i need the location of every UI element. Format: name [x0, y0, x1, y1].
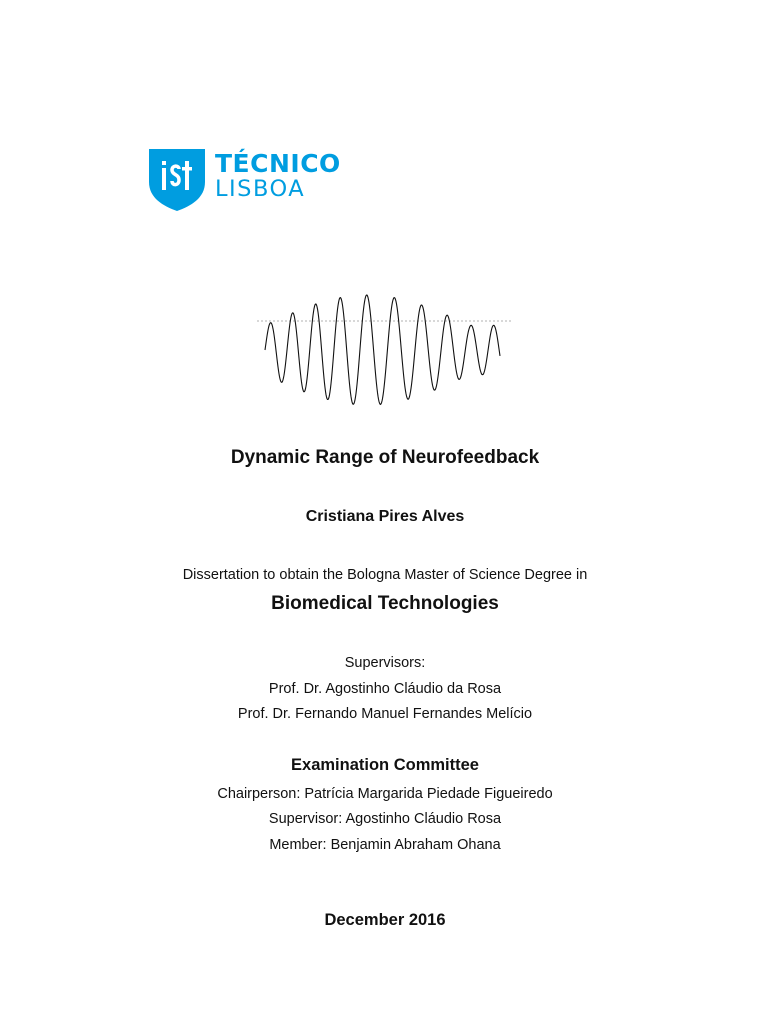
ist-shield-icon: [148, 148, 206, 212]
tecnico-lisboa-logo: [148, 148, 341, 214]
committee-chairperson: Chairperson: Patrícia Margarida Piedade Figueiredo: [217, 786, 553, 802]
dissertation-statement: Dissertation to obtain the Bologna Master of Science Degree in: [182, 567, 588, 583]
degree-name: Biomedical Technologies: [271, 593, 499, 614]
supervisor-1: Prof. Dr. Agostinho Cláudio da Rosa: [268, 681, 502, 697]
committee-heading: Examination Committee: [291, 756, 479, 774]
logo-line-tecnico: TÉCNICO: [215, 149, 341, 178]
supervisor-2: Prof. Dr. Fernando Manuel Fernandes Melício: [237, 706, 533, 722]
committee-supervisor: Supervisor: Agostinho Cláudio Rosa: [268, 811, 502, 827]
wave-curve: [265, 295, 500, 404]
waveform-illustration: [255, 288, 515, 408]
author-name: Cristiana Pires Alves: [305, 508, 465, 525]
committee-member: Member: Benjamin Abraham Ohana: [269, 837, 501, 853]
submission-date: December 2016: [324, 911, 446, 929]
logo-line-lisboa: LISBOA: [215, 176, 306, 202]
supervisors-label: Supervisors:: [344, 655, 426, 671]
thesis-title: Dynamic Range of Neurofeedback: [230, 447, 540, 468]
